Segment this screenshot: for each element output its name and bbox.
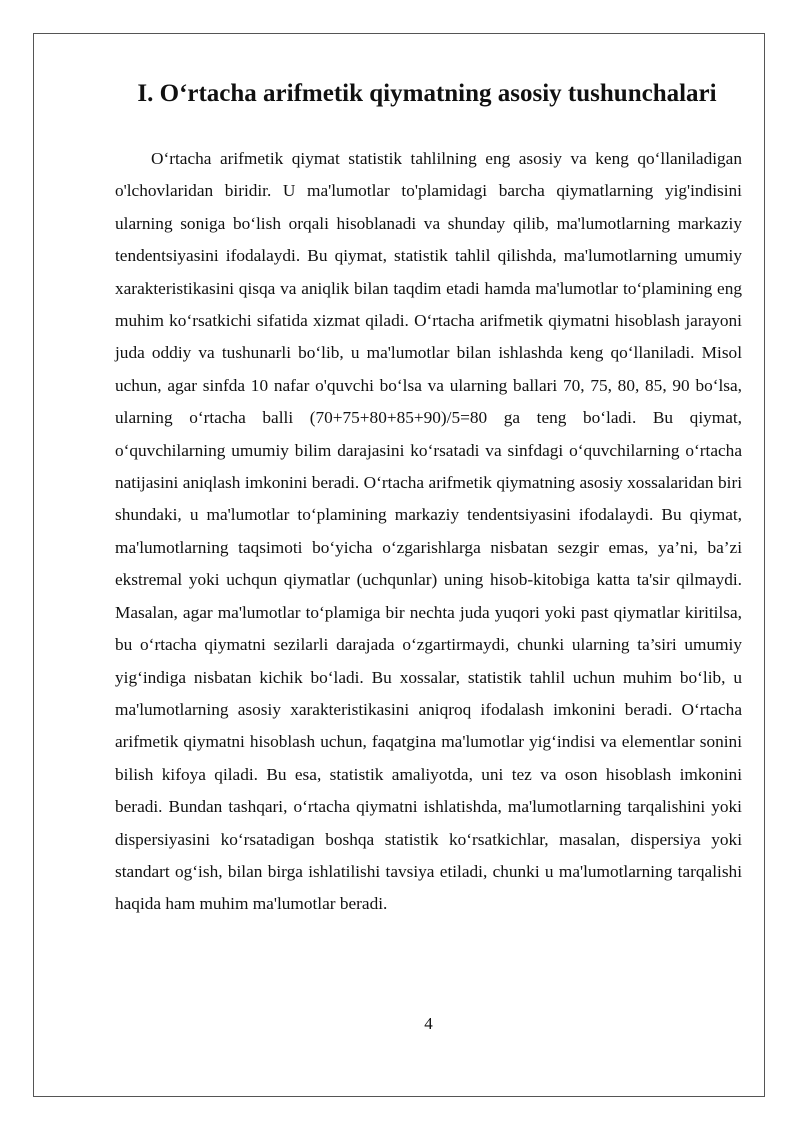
page-number: 4 [424,1014,433,1033]
section-title: I. O‘rtacha arifmetik qiymatning asosiy tushunchalari [137,80,717,107]
body-paragraph: O‘rtacha arifmetik qiymat statistik tahlilning eng asosiy va keng qo‘llaniladigan o'lchovlaridan biridir. U ma'lumotlar to'plamidagi barcha qiymatlarning yig'indisini ularning soniga bo‘lish orqali hisoblanadi va shunday qilib, ma'lumotlarning markaziy tendentsiyasini ifodalaydi. Bu qiymat, statistik tahlil qilishda, ma'lumotlarning umumiy xarakteristikasini qisqa va aniqlik bilan taqdim etadi hamda ma'lumotlar to‘plamining eng muhim ko‘rsatkichi sifatida xizmat qiladi. O‘rtacha arifmetik qiymatni hisoblash jarayoni juda oddiy va tushunarli bo‘lib, u ma'lumotlar bilan ishlashda keng qo‘llaniladi. Misol uchun, agar sinfda 10 nafar o'quvchi bo‘lsa va ularning ballari 70, 75, 80, 85, 90 bo‘lsa, ularning o‘rtacha balli (70+75+80+85+90)/5=80 ga teng bo‘ladi. Bu qiymat, o‘quvchilarning umumiy bilim darajasini ko‘rsatadi va sinfdagi o‘quvchilarning o‘rtacha natijasini aniqlash imkonini beradi. O‘rtacha arifmetik qiymatning asosiy xossalaridan biri shundaki, u ma'lumotlar to‘plamining markaziy tendentsiyasini ifodalaydi. Bu qiymat, ma'lumotlarning taqsimoti bo‘yicha o‘zgarishlarga nisbatan sezgir emas, ya’ni, ba’zi ekstremal yoki uchqun qiymatlar (uchqunlar) uning hisob-kitobiga katta ta'sir qilmaydi. Masalan, agar ma'lumotlar to‘plamiga bir nechta juda yuqori yoki past qiymatlar kiritilsa, bu o‘rtacha qiymatni sezilarli darajada o‘zgartirmaydi, chunki ularning ta’siri umumiy yig‘indiga nisbatan kichik bo‘ladi. Bu xossalar, statistik tahlil uchun muhim bo‘lib, u ma'lumotlarning asosiy xarakteristikasini aniqroq ifodalash imkonini beradi. O‘rtacha arifmetik qiymatni hisoblash uchun, faqatgina ma'lumotlar yig‘indisi va elementlar sonini bilish kifoya qiladi. Bu esa, statistik amaliyotda, uni tez va oson hisoblash imkonini beradi. Bundan tashqari, o‘rtacha qiymatni ishlatishda, ma'lumotlarning tarqalishini yoki dispersiyasini ko‘rsatadigan boshqa statistik ko‘rsatkichlar, masalan, dispersiya yoki standart og‘ish, bilan birga ishlatilishi tavsiya etiladi, chunki u ma'lumotlarning tarqalishi haqida ham muhim ma'lumotlar beradi. [115,149,742,914]
